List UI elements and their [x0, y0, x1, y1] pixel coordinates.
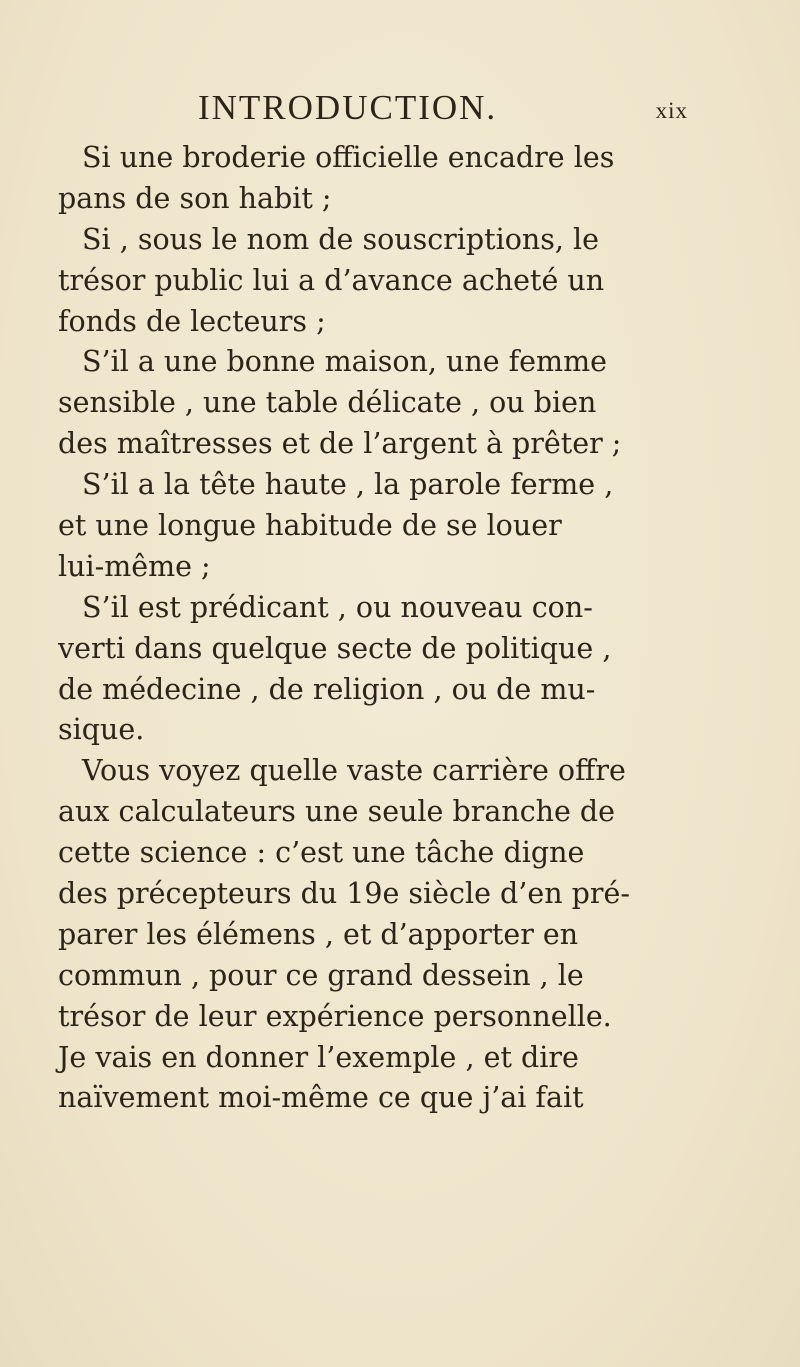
text-line: S’il a une bonne maison, une femme [82, 345, 607, 379]
text-line: et une longue habitude de se louer [58, 509, 562, 543]
running-title: INTRODUCTION. [198, 88, 498, 127]
text-line: lui-même ; [58, 549, 211, 583]
running-header [198, 88, 688, 128]
text-line: S’il a la tête haute , la parole ferme , [82, 468, 614, 502]
text-line: aux calculateurs une seule branche de [58, 795, 616, 829]
text-line: fonds de lecteurs ; [58, 304, 326, 338]
text-line: sensible , une table délicate , ou bien [58, 386, 597, 420]
text-line: Si une broderie officielle encadre les [82, 141, 615, 174]
text-line: verti dans quelque secte de politique , [58, 631, 612, 665]
text-line: trésor de leur expérience personnelle. [58, 999, 612, 1033]
body-text [58, 138, 748, 1119]
text-line: des précepteurs du 19e siècle d’en pré- [58, 877, 630, 911]
text-line: Si , sous le nom de souscriptions, le [82, 222, 599, 256]
text-line: cette science : c’est une tâche digne [58, 836, 585, 870]
text-line: pans de son habit ; [58, 181, 332, 215]
text-line: commun , pour ce grand dessein , le [58, 958, 584, 992]
text-line: sique. [58, 713, 145, 747]
text-line: Vous voyez quelle vaste carrière offre [82, 754, 626, 788]
text-line: parer les élémens , et d’apporter en [58, 917, 579, 951]
text-line: de médecine , de religion , ou de mu- [58, 672, 596, 706]
text-line: des maîtresses et de l’argent à prêter ; [58, 427, 622, 461]
page-number: xix [655, 98, 688, 123]
text-line: Je vais en donner l’exemple , et dire [58, 1040, 579, 1074]
text-line: trésor public lui a d’avance acheté un [58, 263, 605, 297]
text-line: naïvement moi-même ce que j’ai fait [58, 1081, 584, 1115]
text-line: S’il est prédicant , ou nouveau con- [82, 590, 593, 624]
